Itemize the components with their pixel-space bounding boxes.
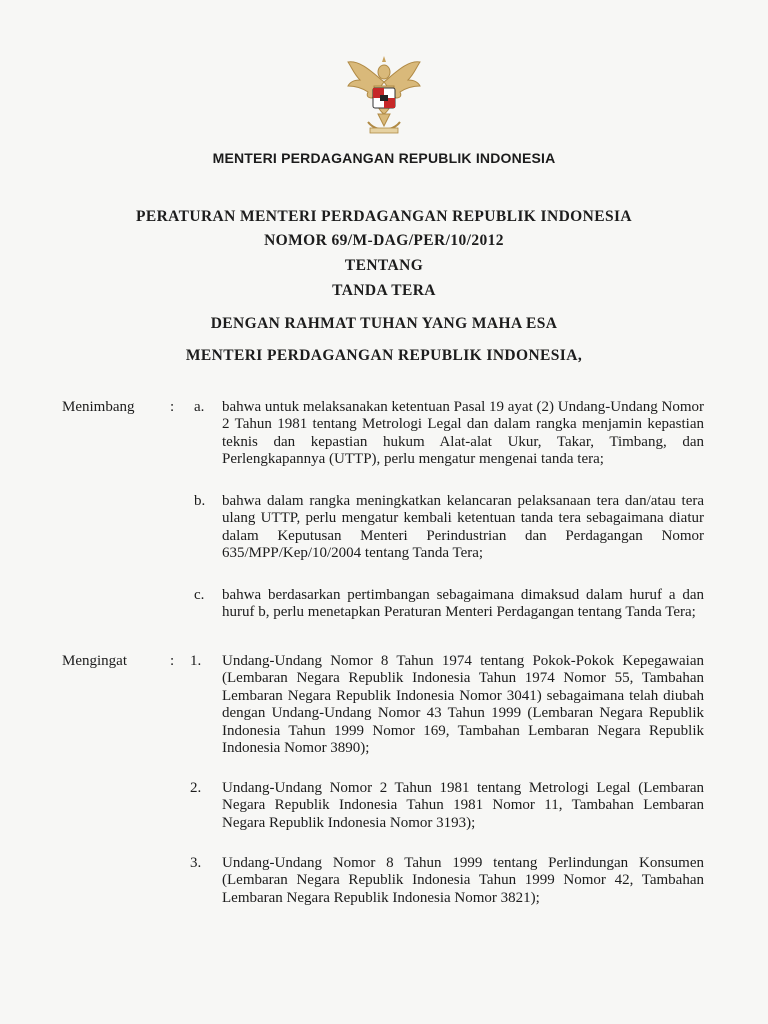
list-marker: b. — [194, 493, 206, 509]
regulation-tentang: TENTANG — [344, 257, 424, 274]
section-label-mengingat: Mengingat — [62, 653, 127, 669]
list-marker: c. — [194, 587, 205, 603]
list-item-text: Undang-Undang Nomor 2 Tahun 1981 tentang Metrologi Legal (Lembaran Negara Republik Indonesia Tahun 1981 Nomor 11, Tambahan Lembaran Negara Republik Indonesia Nomor 3193); — [222, 780, 704, 831]
ministry-heading: MENTERI PERDAGANGAN REPUBLIK INDONESIA — [212, 150, 556, 166]
section-colon: : — [170, 653, 175, 669]
preamble-minister: MENTERI PERDAGANGAN REPUBLIK INDONESIA, — [185, 347, 583, 364]
regulation-title: PERATURAN MENTERI PERDAGANGAN REPUBLIK INDONESIA — [135, 208, 632, 225]
section-colon: : — [170, 399, 175, 415]
list-marker: 1. — [190, 653, 202, 669]
list-item-text: Undang-Undang Nomor 8 Tahun 1999 tentang Perlindungan Konsumen (Lembaran Negara Republik Indonesia Tahun 1999 Nomor 42, Tambahan Lembaran Negara Republik Indonesia Nomor 3821); — [222, 855, 704, 906]
list-item-text: bahwa untuk melaksanakan ketentuan Pasal 19 ayat (2) Undang-Undang Nomor 2 Tahun 1981 tentang Metrologi Legal dan dalam rangka menjamin kepastian teknis dan kepastian hukum Alat-alat Ukur, Takar, Timbang, dan Perlengkapannya (UTTP), perlu mengatur mengenai tanda tera; — [222, 399, 704, 468]
section-label-menimbang: Menimbang — [62, 399, 135, 415]
regulation-number: NOMOR 69/M-DAG/PER/10/2012 — [264, 232, 504, 249]
preamble-blessing: DENGAN RAHMAT TUHAN YANG MAHA ESA — [210, 315, 558, 332]
list-marker: 2. — [190, 780, 202, 796]
list-marker: a. — [194, 399, 205, 415]
list-marker: 3. — [190, 855, 202, 871]
list-item-text: bahwa berdasarkan pertimbangan sebagaimana dimaksud dalam huruf a dan huruf b, perlu menetapkan Peraturan Menteri Perdagangan tentang Tanda Tera; — [222, 587, 704, 621]
list-item-text: bahwa dalam rangka meningkatkan kelancaran pelaksanaan tera dan/atau tera ulang UTTP, perlu mengatur kembali ketentuan tanda tera sebagaimana diatur dalam Keputusan Menteri Perindustrian dan Perdagangan Nomor 635/MPP/Kep/10/2004 tentang Tanda Tera; — [222, 493, 704, 562]
garuda-emblem-icon — [338, 52, 430, 140]
regulation-subject: TANDA TERA — [332, 282, 436, 299]
list-item-text: Undang-Undang Nomor 8 Tahun 1974 tentang Pokok-Pokok Kepegawaian (Lembaran Negara Republik Indonesia Tahun 1974 Nomor 55, Tambahan Lembaran Negara Republik Indonesia Nomor 3041) sebagaimana telah diubah dengan Undang-Undang Nomor 43 Tahun 1999 (Lembaran Negara Republik Indonesia Tahun 1999 Nomor 169, Tambahan Lembaran Negara Republik Indonesia Nomor 3890); — [222, 653, 704, 757]
